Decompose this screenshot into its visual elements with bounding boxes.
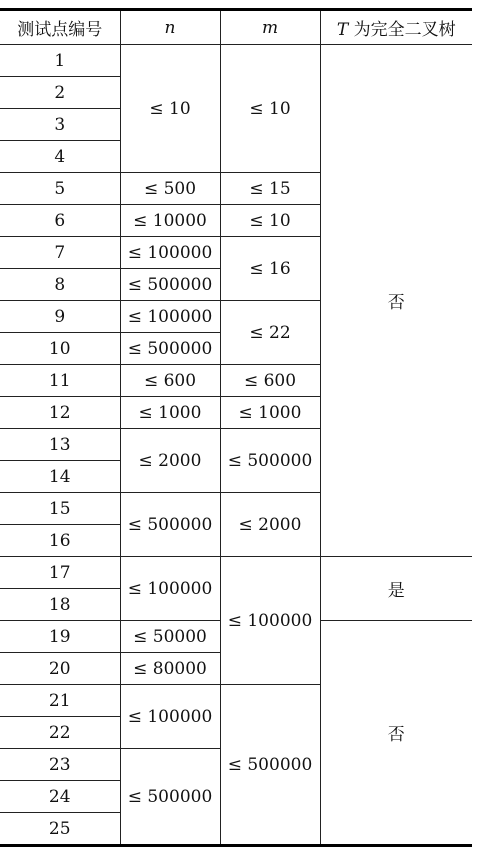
test-point-cell: 24 bbox=[0, 781, 120, 813]
n-constraint-cell: ≤ 100000 bbox=[120, 557, 220, 621]
n-constraint-cell: ≤ 500000 bbox=[120, 493, 220, 557]
test-point-cell: 6 bbox=[0, 205, 120, 237]
n-constraint-cell: ≤ 500000 bbox=[120, 333, 220, 365]
table-row bbox=[0, 557, 472, 589]
n-constraint-cell: ≤ 500000 bbox=[120, 269, 220, 301]
n-constraint-cell: ≤ 1000 bbox=[120, 397, 220, 429]
m-constraint-cell: ≤ 1000 bbox=[220, 397, 320, 429]
n-constraint-cell: ≤ 600 bbox=[120, 365, 220, 397]
m-constraint-cell: ≤ 500000 bbox=[220, 429, 320, 493]
test-point-cell: 12 bbox=[0, 397, 120, 429]
n-constraint-cell: ≤ 100000 bbox=[120, 301, 220, 333]
test-point-cell: 21 bbox=[0, 685, 120, 717]
header-m bbox=[220, 10, 320, 45]
tree-flag-cell: 是 bbox=[320, 557, 472, 621]
test-point-cell: 23 bbox=[0, 749, 120, 781]
test-point-cell: 16 bbox=[0, 525, 120, 557]
table-row bbox=[0, 45, 472, 77]
test-point-cell: 25 bbox=[0, 813, 120, 846]
test-point-cell: 5 bbox=[0, 173, 120, 205]
n-constraint-cell: ≤ 100000 bbox=[120, 237, 220, 269]
header-m-var: m bbox=[261, 17, 279, 38]
test-point-cell: 4 bbox=[0, 141, 120, 173]
test-point-cell: 13 bbox=[0, 429, 120, 461]
tree-flag-cell: 否 bbox=[320, 45, 472, 557]
test-point-cell: 10 bbox=[0, 333, 120, 365]
test-point-cell: 17 bbox=[0, 557, 120, 589]
m-constraint-cell: ≤ 16 bbox=[220, 237, 320, 301]
m-constraint-cell: ≤ 100000 bbox=[220, 557, 320, 685]
test-point-cell: 14 bbox=[0, 461, 120, 493]
tree-flag-cell: 否 bbox=[320, 621, 472, 846]
header-n-var: n bbox=[164, 17, 176, 38]
test-point-cell: 18 bbox=[0, 589, 120, 621]
test-point-cell: 15 bbox=[0, 493, 120, 525]
n-constraint-cell: ≤ 500 bbox=[120, 173, 220, 205]
test-point-cell: 19 bbox=[0, 621, 120, 653]
header-row bbox=[0, 10, 472, 45]
test-point-cell: 7 bbox=[0, 237, 120, 269]
header-complete-binary-tree bbox=[320, 10, 472, 45]
test-point-cell: 9 bbox=[0, 301, 120, 333]
header-t-suffix: 为完全二叉树 bbox=[348, 20, 456, 40]
m-constraint-cell: ≤ 15 bbox=[220, 173, 320, 205]
test-point-cell: 1 bbox=[0, 45, 120, 77]
m-constraint-cell: ≤ 600 bbox=[220, 365, 320, 397]
n-constraint-cell: ≤ 100000 bbox=[120, 685, 220, 749]
header-test-point: 测试点编号 bbox=[0, 10, 120, 45]
n-constraint-cell: ≤ 2000 bbox=[120, 429, 220, 493]
n-constraint-cell: ≤ 10000 bbox=[120, 205, 220, 237]
m-constraint-cell: ≤ 10 bbox=[220, 205, 320, 237]
header-t-var: T bbox=[336, 20, 349, 40]
header-n bbox=[120, 10, 220, 45]
n-constraint-cell: ≤ 500000 bbox=[120, 749, 220, 846]
test-point-cell: 20 bbox=[0, 653, 120, 685]
test-point-cell: 8 bbox=[0, 269, 120, 301]
test-point-cell: 11 bbox=[0, 365, 120, 397]
n-constraint-cell: ≤ 50000 bbox=[120, 621, 220, 653]
n-constraint-cell: ≤ 10 bbox=[120, 45, 220, 173]
n-constraint-cell: ≤ 80000 bbox=[120, 653, 220, 685]
m-constraint-cell: ≤ 22 bbox=[220, 301, 320, 365]
constraints-table bbox=[0, 8, 472, 847]
m-constraint-cell: ≤ 10 bbox=[220, 45, 320, 173]
test-point-cell: 22 bbox=[0, 717, 120, 749]
test-point-cell: 2 bbox=[0, 77, 120, 109]
test-point-cell: 3 bbox=[0, 109, 120, 141]
m-constraint-cell: ≤ 500000 bbox=[220, 685, 320, 846]
m-constraint-cell: ≤ 2000 bbox=[220, 493, 320, 557]
